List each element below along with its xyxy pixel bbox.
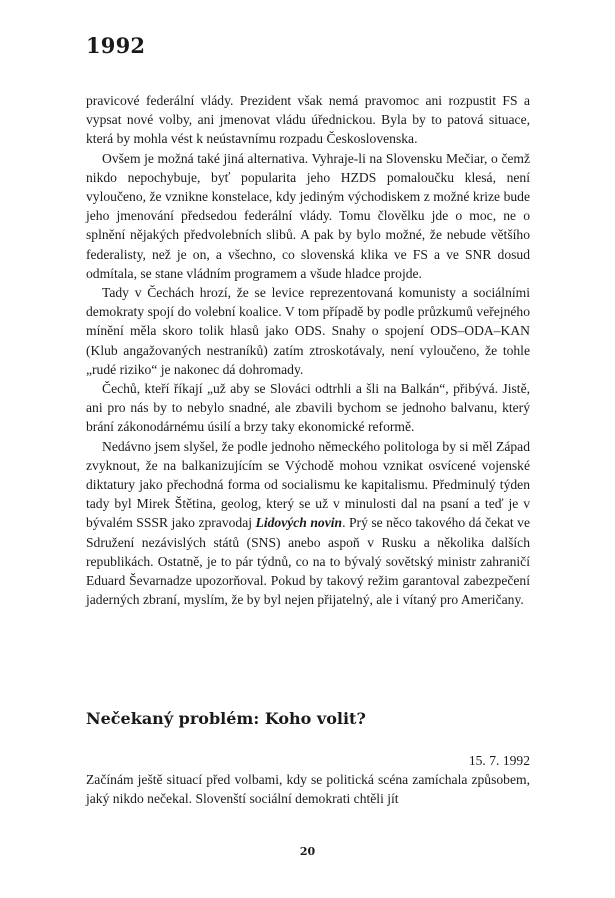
body-text <box>86 91 530 609</box>
paragraph-1: pravicové federální vlády. Prezident však nemá pravomoc ani rozpustit FS a vypsat nové volby, ani jmenovat vládu úřednickou. Byla by to patová situace, která by mohla vést k neústavnímu rozpadu Československa. <box>86 93 530 147</box>
paragraph-5-part-a: Nedávno jsem slyšel, že podle jednoho německého politologa by si měl Západ zvyknout, že na balkanizujícím se Východě mohou vznikat osvícené vojenské diktatury jako přechodná forma od socialismu ke kapitalismu. Předminulý týden tady byl Mirek Štětina, geolog, který se už v minulosti dal na psaní a teď je v bývalém SSSR jako zpravodaj <box>86 438 530 531</box>
page-number: 20 <box>299 845 316 858</box>
section-title: Nečekaný problém: Koho volit? <box>86 709 366 728</box>
paragraph-5-part-b: . Prý se něco takového dá čekat ve Sdružení nezávislých států (SNS) anebo aspoň v Rusku a několika dalších republikách. Ostatně, je to pár týdnů, co na to bývalý sovětský ministr zahraničí Eduard Ševarnadze upozorňoval. Pokud by takový režim garantoval zabezpečení jaderných zbraní, myslím, že by byl nejen přijatelný, ale i vítaný pro Američany. <box>86 515 530 608</box>
newspaper-title: Lidových novin <box>255 515 343 531</box>
entry-date: 15. 7. 1992 <box>468 753 530 768</box>
paragraph-3: Tady v Čechách hrozí, že se levice reprezentovaná komunisty a sociálními demokraty spojí do volební koalice. V tom případě by podle průzkumů veřejného mínění měla skoro tolik hlasů jako ODS. Snahy o spojení ODS–ODA–KAN (Klub angažovaných nestraníků) zatím ztroskotávaly, není vyloučeno, že tohle „rudé riziko“ je nakonec dá dohromady. <box>86 285 530 377</box>
page-header-year: 1992 <box>86 33 146 58</box>
section-paragraph-1: Začínám ještě situací před volbami, kdy se politická scéna zamíchala způsobem, jaký nikdo nečekal. Slovenští sociální demokrati chtěli jít <box>86 772 530 807</box>
paragraph-5 <box>86 437 530 610</box>
section-body <box>86 751 530 809</box>
paragraph-2: Ovšem je možná také jiná alternativa. Vyhraje-li na Slovensku Mečiar, o čemž nikdo nepochybuje, byť popularita jeho HZDS pomaloučku klesá, není vyloučeno, že vznikne konstelace, kdy jediným východiskem z možné krize bude jeho jmenování předsedou federální vlády. Tomu človělku jde o moc, ne o splnění nějakých předvolebních slibů. A pak by bylo možné, že nebude většího federalisty, než je on, a všechno, co slovenská klika ve FS a ve SNR dosud odmítala, se stane vládním programem a všude hladce projde. <box>86 150 530 281</box>
paragraph-4: Čechů, kteří říkají „už aby se Slováci odtrhli a šli na Balkán“, přibývá. Jistě, ani pro nás by to nebylo snadné, ale zbavili bychom se jednoho balvanu, který brání zákonodárnému úsilí a brzy taky ekonomické reformě. <box>86 381 530 435</box>
